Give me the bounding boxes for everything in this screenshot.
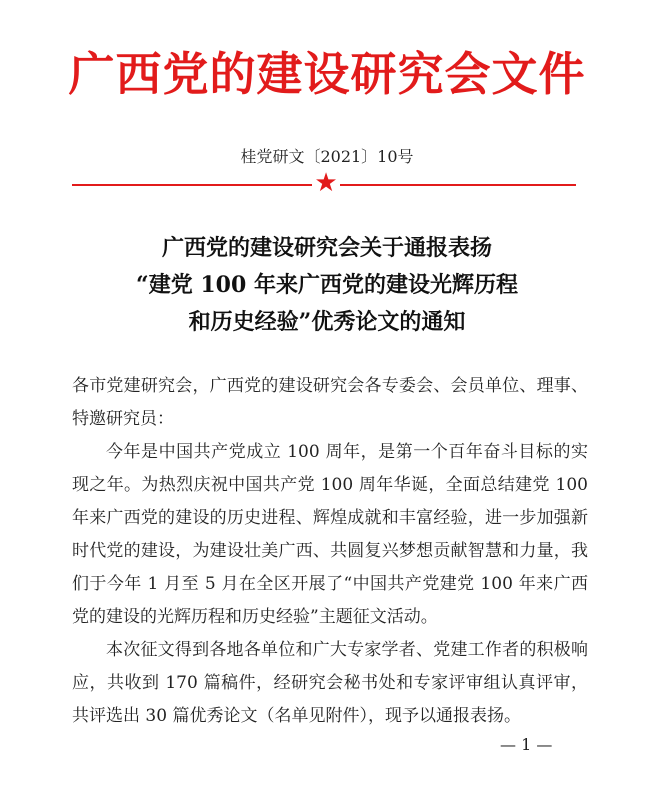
notice-body xyxy=(72,370,588,733)
title-line-1: 广西党的建设研究会关于通报表扬 xyxy=(161,235,492,261)
title-line-2: “建党 100 年来广西党的建设光辉历程 xyxy=(136,272,518,298)
red-rule-left xyxy=(72,184,312,186)
body-paragraph-2: 本次征文得到各地各单位和广大专家学者、党建工作者的积极响应，共收到 170 篇稿件，经研究会秘书处和专家评审组认真评审，共评选出 30 篇优秀论文（名单见附件），现予以通报表扬。 xyxy=(72,640,588,726)
title-line-3: 和历史经验”优秀论文的通知 xyxy=(188,309,466,335)
red-rule-right xyxy=(340,184,576,186)
red-star-icon: ★ xyxy=(314,168,338,198)
notice-title xyxy=(0,230,654,341)
document-number: 桂党研文〔2021〕10号 xyxy=(240,147,414,166)
salutation: 各市党建研究会，广西党的建设研究会各专委会、会员单位、理事、特邀研究员： xyxy=(72,376,588,429)
body-paragraph-1: 今年是中国共产党成立 100 周年，是第一个百年奋斗目标的实现之年。为热烈庆祝中国共产党 100 周年华诞，全面总结建党 100 年来广西党的建设的历史进程、辉煌成就和丰富经验，进一步加强新时代党的建设，为建设壮美广西、共圆复兴梦想贡献智慧和力量，我们于今年 1 月至 5 月在全区开展了“中国共产党建党 100 年来广西党的建设的光辉历程和历史经验”主题征文活动。 xyxy=(72,442,588,627)
document-masthead: 广西党的建设研究会文件 xyxy=(68,47,586,101)
page-number: — 1 — xyxy=(500,735,553,754)
